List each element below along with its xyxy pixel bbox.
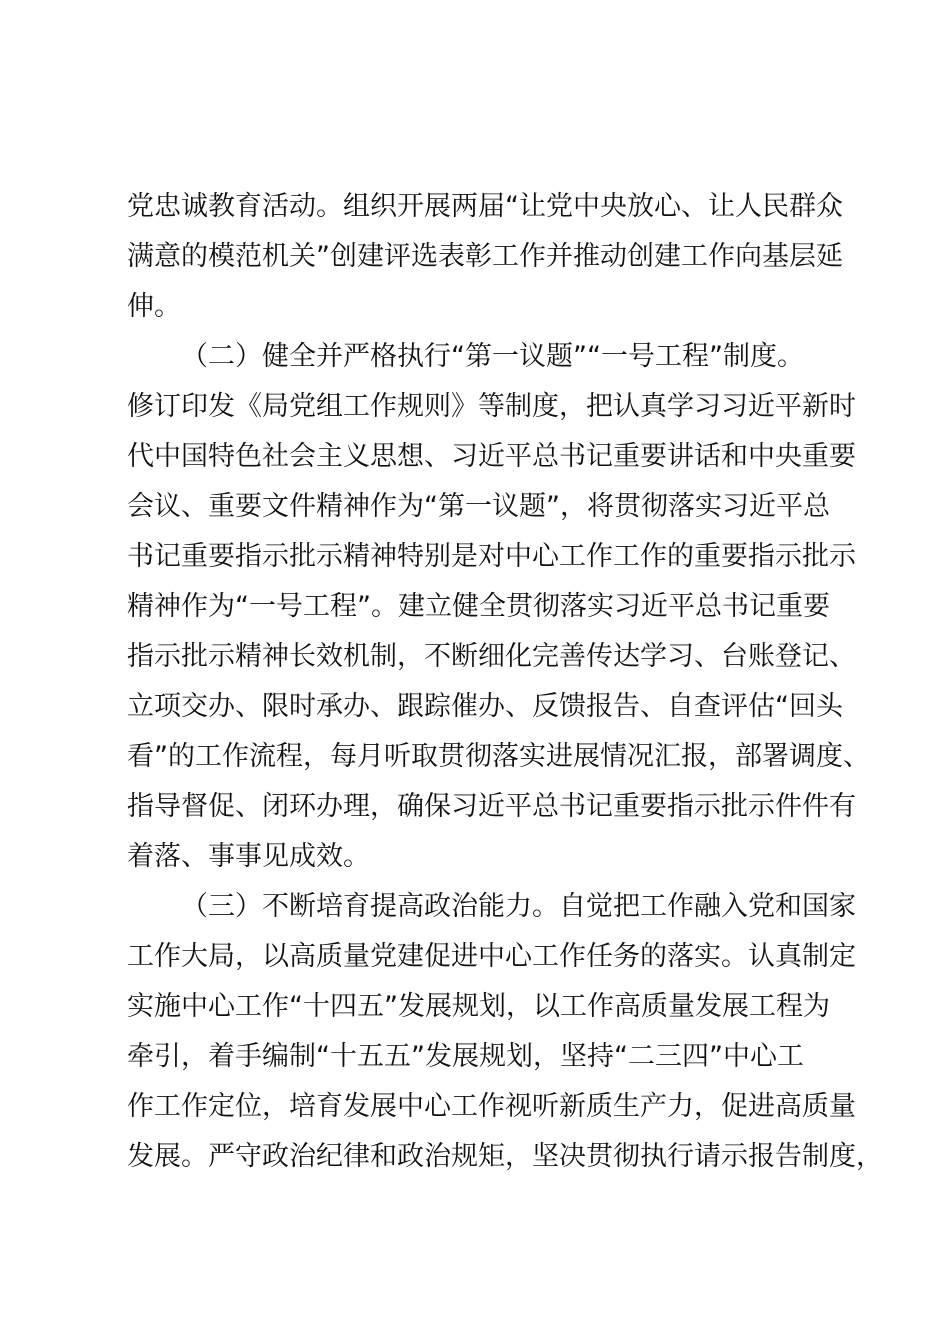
text-line: 工作大局，以高质量党建促进中心工作任务的落实。认真制定	[127, 941, 856, 972]
text-line: 指示批示精神长效机制，不断细化完善传达学习、台账登记、	[127, 641, 856, 672]
text-line: 指导督促、闭环办理，确保习近平总书记重要指示批示件件有	[127, 791, 856, 822]
text-line: 书记重要指示批示精神特别是对中心工作工作的重要指示批示	[127, 541, 856, 572]
text-line: 作工作定位，培育发展中心工作视听新质生产力，促进高质量	[127, 1091, 856, 1122]
body-text	[127, 182, 883, 1182]
text-line: 发展。严守政治纪律和政治规矩，坚决贯彻执行请示报告制度，	[127, 1141, 883, 1172]
section-heading-line: （三）不断培育提高政治能力。自觉把工作融入党和国家	[181, 891, 856, 922]
section-heading-line: （二）健全并严格执行“第一议题”“一号工程”制度。	[181, 341, 804, 372]
text-line: 实施中心工作“十四五”发展规划，以工作高质量发展工程为	[127, 991, 830, 1022]
text-line: 精神作为“一号工程”。建立健全贯彻落实习近平总书记重要	[127, 591, 830, 622]
text-line: 伸。	[127, 291, 181, 322]
text-line: 着落、事事见成效。	[127, 841, 370, 872]
text-line: 立项交办、限时承办、跟踪催办、反馈报告、自查评估“回头	[127, 691, 843, 722]
text-line: 代中国特色社会主义思想、习近平总书记重要讲话和中央重要	[127, 441, 856, 472]
text-line: 党忠诚教育活动。组织开展两届“让党中央放心、让人民群众	[127, 191, 843, 222]
text-line: 满意的模范机关”创建评选表彰工作并推动创建工作向基层延	[127, 241, 843, 272]
text-line: 看”的工作流程，每月听取贯彻落实进展情况汇报，部署调度、	[127, 741, 870, 772]
text-line: 会议、重要文件精神作为“第一议题”，将贯彻落实习近平总	[127, 491, 830, 522]
text-line: 牵引，着手编制“十五五”发展规划，坚持“二三四”中心工	[127, 1041, 804, 1072]
text-line: 修订印发《局党组工作规则》等制度，把认真学习习近平新时	[127, 391, 856, 422]
